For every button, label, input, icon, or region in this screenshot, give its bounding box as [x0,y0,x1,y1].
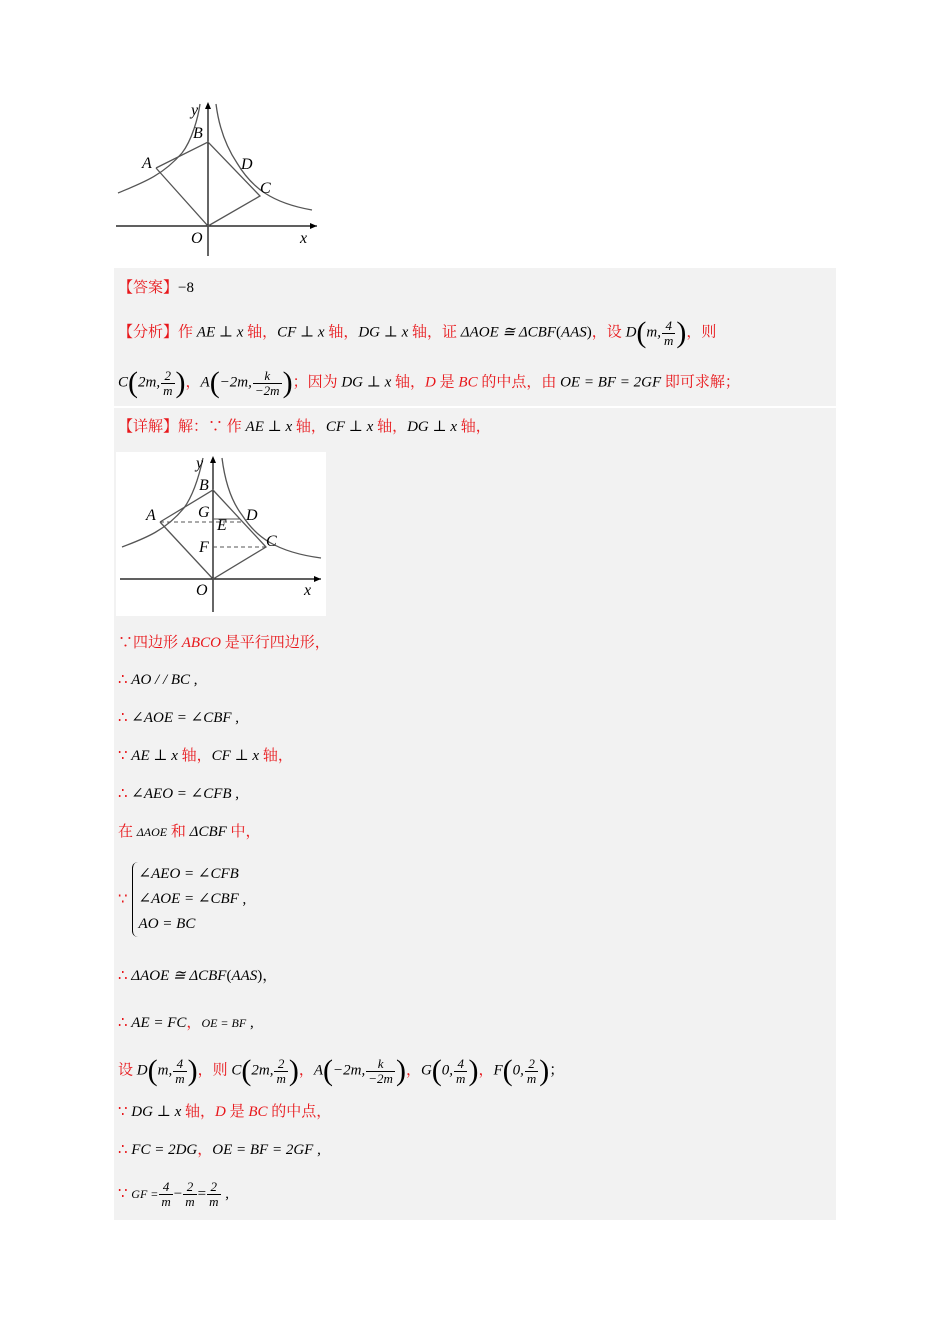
numerator: 2 [183,1180,196,1195]
label-e: E [217,517,227,534]
equation-system [132,862,239,937]
numerator: 2 [207,1180,220,1195]
math: G [420,1062,432,1079]
math: ΔCBF [189,824,227,840]
denominator: m [664,332,674,348]
fraction [454,1057,467,1086]
math: OE = BF = 2GF [560,374,662,391]
text: 轴， [177,748,212,764]
text: ∴ [118,968,132,984]
label-g: G [198,504,210,521]
label-a: A [142,155,152,172]
paren-close: ) [539,1054,550,1087]
y-axis-arrow [210,456,216,463]
math: D [215,1104,226,1120]
math: AE ⊥ x [245,419,293,435]
paren-open: ( [431,1054,442,1087]
label-d: D [246,507,258,524]
answer-tag: 【答案】 [118,280,179,296]
math: FC = 2DG [131,1142,198,1158]
text: 是 [225,1104,249,1120]
fraction [525,1057,538,1086]
answer-value: −8 [178,280,194,296]
step-6 [118,822,261,842]
text: ， [405,1062,421,1079]
label-a: A [146,507,156,524]
text: , [231,786,240,802]
numerator: 2 [161,369,174,384]
text: 轴， [373,419,408,435]
text: 是平行四边形， [220,635,330,651]
paren-close: ) [288,1054,299,1087]
paren-open: ( [147,1054,158,1087]
text: ， [185,374,201,391]
equation: AO = BC [138,916,196,932]
text: ∵ [118,1185,132,1202]
math: m, [157,1062,173,1079]
text: ∵ [118,891,128,908]
text: , [221,1185,229,1202]
math: DG ⊥ x [131,1104,182,1120]
label-d: D [241,156,253,173]
label-o: O [196,582,208,599]
label-b: B [193,125,203,142]
math: AE ⊥ x [196,324,244,341]
left-hyperbola [122,458,203,547]
text: , [246,1015,254,1031]
denominator: m [185,1194,195,1209]
text: ∴ [118,672,132,688]
denominator: m [175,1070,185,1086]
text: 轴， [324,324,359,341]
text: ∴ [118,710,132,726]
text: 轴， [457,419,491,435]
paren-open: ( [209,366,220,399]
text: ， [197,1142,213,1158]
math: D [136,1062,148,1079]
math: AAS [560,324,587,341]
figure-graph-1 [112,98,322,258]
math: ΔAOE [136,825,168,839]
paren-close: ) [586,324,592,341]
math: 2m, [251,1062,274,1079]
label-c: C [260,180,271,197]
denominator: −2m [368,1070,393,1086]
numerator: 2 [525,1057,538,1072]
label-f: F [199,539,209,556]
text: 即可求解； [661,374,740,391]
math: CF ⊥ x [211,748,260,764]
left-hyperbola [118,104,200,193]
math: AE ⊥ x [131,748,178,764]
text: ∴ [118,1015,132,1031]
math: F [493,1062,503,1079]
step-12 [118,1140,321,1160]
text: 轴， [259,748,293,764]
math: ∠AEO = ∠CFB [131,786,232,802]
math: m, [646,324,661,341]
text: 轴，证 [408,324,461,341]
text: ； [549,1062,565,1079]
math: 2m, [138,374,161,391]
text: ， [262,968,278,984]
label-x: x [300,230,308,247]
text: ∵ [118,1104,132,1120]
math: ΔAOE ≅ ΔCBF [460,324,556,341]
paren-open: ( [226,968,232,984]
math: ΔAOE ≅ ΔCBF [131,968,227,984]
text: 设 [118,1062,137,1079]
math: A [200,374,210,391]
equation: ∠AOE = ∠CBF [138,891,239,907]
text: 和 [167,824,190,840]
x-axis-arrow [310,223,317,229]
math: CF ⊥ x [325,419,374,435]
paren-close: ) [282,366,293,399]
math: D [425,374,436,391]
math: −2m, [333,1062,366,1079]
denominator: m [161,1194,171,1209]
paren-close: ) [187,1054,198,1087]
numerator: k [253,369,282,384]
math: 0, [441,1062,454,1079]
text: 解：∵ 作 [178,419,246,435]
text: 中， [226,824,261,840]
math: D [625,324,637,341]
figure-graph-2 [116,452,326,616]
text: , [190,672,198,688]
text: , [231,710,240,726]
label-y: y [196,455,204,472]
math: C [231,1062,242,1079]
step-11 [118,1102,331,1122]
step-5 [118,784,239,804]
text: ，则 [686,324,717,341]
paren-close: ) [257,968,263,984]
text: ， [478,1062,494,1079]
analysis-line-2 [118,368,740,398]
fraction [662,319,675,348]
math: BC [248,1104,268,1120]
detail-tag: 【详解】 [118,419,179,435]
y-axis-arrow [205,102,211,109]
text: ， [186,1015,202,1031]
detail-intro-line [118,417,491,437]
paren-close: ) [395,1054,406,1087]
math: GF = [131,1186,159,1201]
math: CF ⊥ x [277,324,325,341]
label-o: O [191,230,203,247]
text: = [197,1185,207,1202]
fraction [183,1180,196,1209]
numerator: 2 [274,1057,287,1072]
fraction [274,1057,287,1086]
fraction [253,369,282,398]
math: ∠AOE = ∠CBF [131,710,232,726]
text: ∵四边形 [118,635,182,651]
label-b: B [199,477,209,494]
text: ∴ [118,786,132,802]
math: BC [458,374,478,391]
paren-open: ( [502,1054,513,1087]
step-8 [118,966,277,986]
text: 轴， [391,374,426,391]
fraction [207,1180,220,1209]
fraction [173,1057,186,1086]
math: A [313,1062,324,1079]
fraction [366,1057,395,1086]
math: OE = BF = 2GF [212,1142,314,1158]
text: 轴， [181,1104,215,1120]
numerator: k [366,1057,395,1072]
numerator: 4 [454,1057,467,1072]
math: ABCO [181,635,221,651]
math: 0, [512,1062,524,1079]
text: 作 [178,324,197,341]
denominator: m [276,1070,286,1086]
paren-open: ( [555,324,561,341]
text: 轴， [243,324,278,341]
x-axis-arrow [314,576,321,582]
numerator: 4 [173,1057,186,1072]
text: ∵ [118,748,132,764]
text: , [313,1142,321,1158]
text: ；因为 [292,374,342,391]
numerator: 4 [159,1180,172,1195]
paren-open: ( [636,316,647,349]
step-3 [118,708,239,728]
fraction [159,1180,172,1209]
denominator: m [209,1194,219,1209]
analysis-tag: 【分析】 [118,324,179,341]
math: AO / / BC [131,672,191,688]
label-c: C [266,533,277,550]
math: C [118,374,129,391]
paren-close: ) [676,316,687,349]
label-x: x [304,582,312,599]
label-y: y [191,102,199,119]
text: − [173,1185,183,1202]
math: DG ⊥ x [341,374,392,391]
text: 轴， [292,419,326,435]
math: −2m, [219,374,252,391]
step-1 [118,633,330,653]
denominator: m [456,1070,466,1086]
fraction [161,369,174,398]
math: AAS [231,968,258,984]
step-system [118,862,246,937]
text: ∴ [118,1142,132,1158]
paren-open: ( [128,366,139,399]
text: , [238,891,247,908]
math: DG ⊥ x [358,324,409,341]
numerator: 4 [662,319,675,334]
text: ，设 [591,324,626,341]
text: 在 [118,824,137,840]
step-2 [118,670,198,690]
step-10 [118,1056,564,1086]
step-4 [118,746,293,766]
math: DG ⊥ x [407,419,458,435]
step-13 [118,1180,229,1209]
text: ， [298,1062,314,1079]
answer-line [118,278,194,298]
denominator: m [526,1070,537,1086]
step-9 [118,1013,254,1033]
text: 的中点，由 [477,374,561,391]
text: 的中点， [267,1104,332,1120]
math: OE = BF [201,1016,247,1030]
paren-close: ) [175,366,186,399]
paren-close: ) [468,1054,479,1087]
analysis-line-1 [118,318,716,348]
equation: ∠AEO = ∠CFB [138,866,239,882]
text: 是 [435,374,459,391]
denominator: m [163,382,173,398]
denominator: −2m [254,382,280,398]
text: ，则 [197,1062,232,1079]
paren-open: ( [241,1054,252,1087]
paren-open: ( [323,1054,334,1087]
math: AE = FC [131,1015,187,1031]
